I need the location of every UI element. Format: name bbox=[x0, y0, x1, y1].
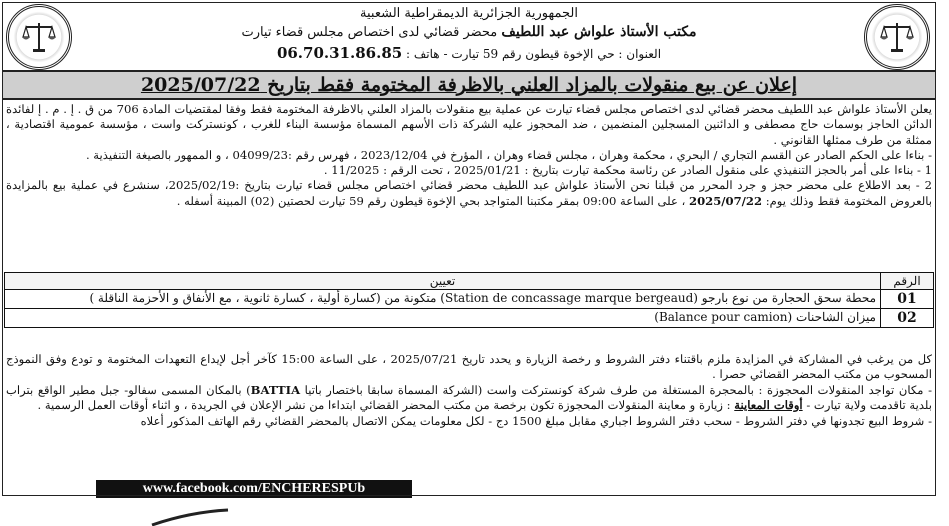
facebook-link[interactable]: www.facebook.com/ENCHERESPUb bbox=[96, 480, 412, 498]
location-paragraph bbox=[6, 383, 932, 414]
sale-date: 2025/07/22 bbox=[689, 193, 763, 208]
address-line bbox=[2, 44, 936, 62]
deadline-paragraph: كل من يرغب في المشاركة في المزايدة ملزم باقتناء دفتر الشروط و رخصة الزيارة و يحدد تاريخ 2025/07/21 ، على الساعة 15:00 كآخر أجل لإيداع التعهدات المختومة و تودع وفق النموذج المسحوب من مكتب المحضر القضائي حصرا . bbox=[6, 352, 932, 382]
intro-paragraph: يعلن الأستاذ علواش عبد اللطيف محضر قضائي لدى اختصاص مجلس قضاء تيارت عن عملية بيع منقولات بالمزاد العلني بالاظرفة المختومة فقط وفقا لمقتضيات المادة 706 من ق . إ . م . إ لفائدة الدائن الحاجز بوسمات حاج مصطفى و الدائنين المسجلين المنضمين ، ضد المحجوز عليه الشركة ذات الأسهم المسماة مؤسسة البناء للغرب ، كونسترکت واست ، مؤسسة عمومية اقتصادية ، ممثلة من طرف ممثلها القانوني . bbox=[6, 102, 932, 147]
phone-number: 06.70.31.86.85 bbox=[276, 44, 403, 62]
location-text-2: ) بالمكان المسمى سفالو- جبل مطير الواقع بتراب بلدية تاقدمت ولاية تيارت - bbox=[6, 382, 932, 413]
table-row bbox=[5, 309, 934, 328]
lots-table bbox=[4, 272, 934, 328]
brand-name: BATTIA bbox=[250, 382, 301, 397]
judgment-paragraph: - بناءا على الحكم الصادر عن القسم التجاري / البحري ، محكمة وهران ، مجلس قضاء وهران ، المؤرخ في 2023/12/04 ، فهرس رقم :04099/23 ، و الممهور بالصيغة التنفيذية . bbox=[85, 147, 932, 162]
column-header-designation: تعيين bbox=[5, 273, 881, 290]
lot-number: 02 bbox=[881, 309, 934, 328]
sale-intro-text: 2 - بعد الاطلاع على محضر حجز و جرد المحرر من قبلنا نحن الأستاذ علواش عبد اللطيف محضر قضائي اختصاص مجلس قضاء تيارت بتاريخ :2025/02/19، سنشرع في عملية بيع بالمزايدة بالعروض المختومة فقط وذلك يوم: bbox=[6, 178, 933, 208]
inspection-label: أوقات المعاينة bbox=[734, 398, 803, 413]
lot-description: ميزان الشاحنات (Balance pour camion) bbox=[5, 309, 881, 328]
lot-description: محطة سحق الحجارة من نوع بارجو (Station de concassage marque bergeaud) متكونة من (كسارة أولية ، كسارة ثانوية ، مع الأنفاق و الأحزمة الناقلة ) bbox=[5, 290, 881, 309]
office-line bbox=[2, 24, 936, 40]
seizure-order-paragraph: 1 - بناءا على أمر بالحجز التنفيذي على منقول الصادر عن رئاسة محكمة تيارت بتاريخ : 2025/01/21 ، تحت الرقم : 11/2025 . bbox=[323, 163, 932, 178]
lot-number: 01 bbox=[881, 290, 934, 309]
office-role: محضر قضائي لدى اختصاص مجلس قضاء تيارت bbox=[241, 25, 498, 40]
table-row bbox=[5, 290, 934, 309]
notice-header bbox=[2, 2, 936, 70]
address-text: العنوان : حي الإخوة قيطون رقم 59 تيارت - هاتف : bbox=[406, 47, 662, 61]
republic-text: الجمهورية الجزائرية الديمقراطية الشعبية bbox=[360, 6, 578, 21]
sale-date-paragraph bbox=[6, 178, 932, 209]
auction-notice bbox=[2, 2, 936, 496]
notice-conditions bbox=[6, 352, 932, 429]
inspection-text: : زيارة و معاينة المنقولات المحجوزة تكون برخصة من مكتب المحضر القضائي ابتداءا من نشر الإعلان في الجريدة ، و اثناء أوقات العمل الرسمية . bbox=[37, 398, 731, 413]
decorative-stroke bbox=[150, 508, 230, 526]
table-header-row bbox=[5, 273, 934, 290]
column-header-number: الرقم bbox=[881, 273, 934, 290]
conditions-paragraph: - شروط البيع تجدونها في دفتر الشروط - سحب دفتر الشروط اجباري مقابل مبلغ 1500 دج - لكل معلومات يمكن الاتصال بالمحضر القضائي رقم الهاتف المذكور أعلاه bbox=[140, 413, 932, 428]
notice-title-banner bbox=[2, 70, 936, 100]
republic-line bbox=[2, 6, 936, 21]
location-text: - مكان تواجد المنقولات المحجوزة : بالمحجرة المستغلة من طرف شركة كونسترکت واست (الشركة المسماة سابقا باختصار باتيا bbox=[304, 382, 932, 397]
sale-location-text: ، على الساعة 09:00 بمقر مكتبنا المتواجد بحي الإخوة قيطون رقم 59 تيارت لحصتين (02) المبينة أسفله . bbox=[176, 193, 686, 208]
notice-title: إعلان عن بيع منقولات بالمزاد العلني بالاظرفة المختومة فقط بتاريخ 2025/07/22 bbox=[140, 74, 798, 96]
notice-body bbox=[6, 102, 932, 209]
office-name: مكتب الأستاذ علواش عبد اللطيف bbox=[501, 24, 697, 40]
